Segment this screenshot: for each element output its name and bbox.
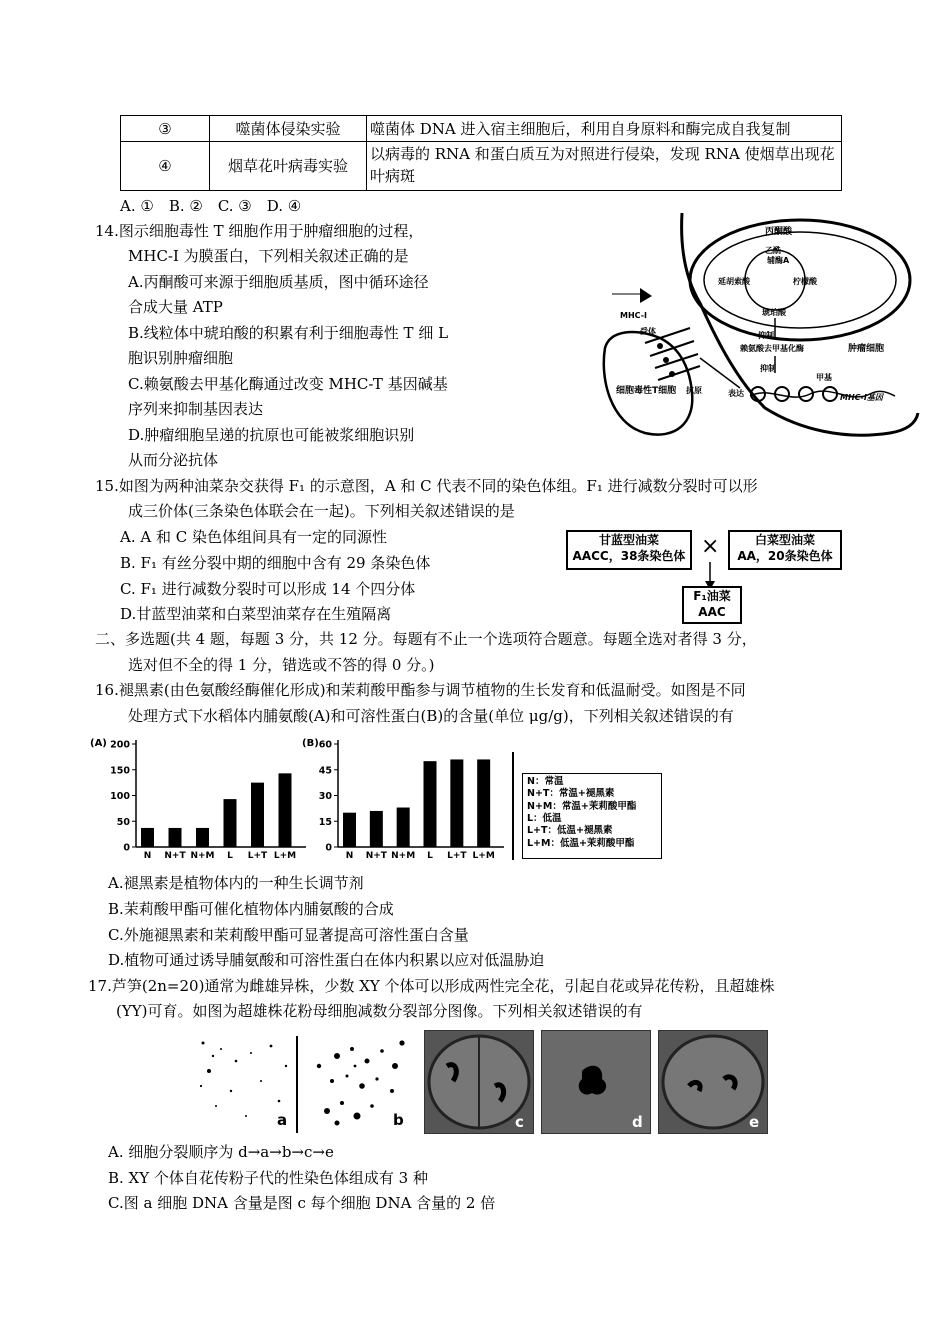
t-cell (604, 332, 693, 435)
label-t-cell: 细胞毒性T细胞 (616, 386, 677, 396)
label-succinate: 琥珀酸 (762, 308, 786, 317)
box-label: AAC (698, 605, 726, 620)
label-acetyl: 乙酰 (765, 246, 781, 255)
bar (424, 761, 437, 847)
chart-legend (522, 773, 662, 859)
q14-option-d: D.肿瘤细胞呈递的抗原也可能被浆细胞识别 (128, 426, 415, 444)
q14-stem: MHC-I 为膜蛋白，下列相关叙述正确的是 (128, 247, 409, 265)
table-cell-num: ④ (121, 142, 210, 191)
micrograph-a (190, 1030, 300, 1134)
y-tick-label: 200 (110, 739, 130, 751)
label-expression: 表达 (728, 389, 744, 398)
q15-stem: 成三价体(三条染色体联会在一起)。下列相关叙述错误的是 (128, 502, 515, 520)
parent-box-brassica-napus (566, 530, 692, 570)
q16-stem: 处理方式下水稻体内脯氨酸(A)和可溶性蛋白(B)的含量(单位 μg/g)，下列相关叙述错误的有 (128, 707, 734, 725)
box-label: AACC，38条染色体 (572, 549, 686, 564)
label-citrate: 柠檬酸 (793, 277, 817, 286)
chart-a-proline (88, 732, 310, 864)
table-cell-name: 烟草花叶病毒实验 (210, 142, 367, 191)
q17-option-b: B. XY 个体自花传粉子代的性染色体组成有 3 种 (108, 1169, 428, 1187)
micrograph-d (541, 1030, 651, 1134)
y-tick-label: 150 (110, 765, 130, 777)
table-row (121, 142, 842, 191)
micrograph-label: e (749, 1113, 760, 1131)
q16-option-d: D.植物可通过诱导脯氨酸和可溶性蛋白在体内积累以应对低温胁迫 (108, 951, 545, 969)
q16-option-b: B.茉莉酸甲酯可催化植物体内脯氨酸的合成 (108, 900, 394, 918)
q16-option-a: A.褪黑素是植物体内的一种生长调节剂 (108, 874, 364, 892)
x-tick-label: L+T (247, 851, 268, 861)
bar (196, 828, 209, 847)
x-tick-label: N (345, 851, 354, 861)
bar (141, 828, 154, 847)
label-lysine-demethylase: 赖氨酸去甲基化酶 (740, 344, 804, 353)
x-tick-label: N+T (365, 851, 387, 861)
q14-option-b: 胞识别肿瘤细胞 (128, 349, 234, 367)
q17-stem: 17.芦笋(2n=20)通常为雌雄异株，少数 XY 个体可以形成两性完全花，引起自花或异花传粉，且超雄株 (88, 977, 775, 995)
micrograph-e (658, 1030, 768, 1134)
section2-heading: 二、多选题(共 4 题，每题 3 分，共 12 分。每题有不止一个选项符合题意。每题全选对者得 3 分， (95, 630, 757, 648)
x-tick-label: L (427, 851, 433, 861)
y-tick-label: 0 (325, 842, 332, 854)
label-fumarate: 延胡索酸 (718, 277, 750, 286)
table-cell-desc: 噬菌体 DNA 进入宿主细胞后，利用自身原料和酶完成自我复制 (367, 116, 842, 142)
y-tick-label: 50 (116, 816, 130, 828)
micrograph-c (424, 1030, 534, 1134)
x-tick-label: N+M (391, 851, 416, 861)
chart-title: (B) (302, 738, 319, 749)
label-antigen: 抗原 (686, 386, 702, 395)
section2-heading: 选对但不全的得 1 分，错选或不答的得 0 分。) (128, 656, 435, 674)
experiment-table (120, 115, 842, 191)
q15-option-a: A. A 和 C 染色体组间具有一定的同源性 (120, 528, 387, 546)
cross-symbol: × (701, 534, 720, 559)
label-pyruvate: 丙酮酸 (765, 227, 793, 237)
q14-option-a: A.丙酮酸可来源于细胞质基质，图中循环途径 (128, 273, 429, 291)
label-inhibit-2: 抑制 (760, 364, 776, 373)
bar (450, 759, 463, 847)
q14-option-b: B.线粒体中琥珀酸的积累有利于细胞毒性 T 细 L (128, 324, 449, 342)
q17-option-a: A. 细胞分裂顺序为 d→a→b→c→e (108, 1143, 334, 1161)
label-inhibit-1: 抑制 (758, 331, 774, 340)
bar (279, 773, 292, 847)
parent-box-brassica-rapa (728, 530, 842, 570)
q13-options: A. ① B. ② C. ③ D. ④ (120, 197, 302, 215)
x-tick-label: N+T (164, 851, 186, 861)
x-tick-label: N+M (190, 851, 215, 861)
label-mhc-gene: MHC-I基因 (840, 393, 883, 402)
y-tick-label: 45 (318, 765, 332, 777)
x-tick-label: L (227, 851, 233, 861)
legend-item: N：常温 (527, 776, 564, 787)
micrograph-label: a (277, 1111, 288, 1129)
chart-b-soluble-protein (300, 732, 510, 864)
q16-stem: 16.褪黑素(由色氨酸经酶催化形成)和茉莉酸甲酯参与调节植物的生长发育和低温耐受。如图是不同 (95, 681, 746, 699)
micrograph-b (306, 1030, 416, 1134)
t-cell-tumor-diagram (590, 208, 920, 448)
legend-item: N+M：常温+茉莉酸甲酯 (527, 800, 637, 812)
legend-bracket (512, 752, 519, 860)
x-tick-label: N (143, 851, 152, 861)
label-methyl: 甲基 (816, 373, 832, 382)
table-cell-desc: 以病毒的 RNA 和蛋白质互为对照进行侵染，发现 RNA 使烟草出现花叶病斑 (367, 142, 842, 191)
bar (224, 799, 237, 847)
box-label: AA，20条染色体 (737, 549, 833, 564)
bar (477, 759, 490, 847)
q15-option-d: D.甘蓝型油菜和白菜型油菜存在生殖隔离 (120, 605, 392, 623)
y-tick-label: 60 (318, 739, 332, 751)
q15-option-c: C. F₁ 进行减数分裂时可以形成 14 个四分体 (120, 580, 416, 598)
q14-stem: 14.图示细胞毒性 T 细胞作用于肿瘤细胞的过程， (95, 222, 424, 240)
legend-item: L+T：低温+褪黑素 (527, 825, 613, 837)
micrograph-label: b (393, 1111, 404, 1129)
box-label: 甘蓝型油菜 (598, 533, 659, 547)
micrograph-label: d (632, 1113, 643, 1131)
y-tick-label: 15 (318, 816, 332, 828)
label-tumor-cell: 肿瘤细胞 (848, 344, 885, 354)
label-receptor: 受体 (640, 327, 656, 336)
bar (169, 828, 182, 847)
label-mhc: MHC-I (620, 311, 648, 320)
bar (343, 813, 356, 847)
bar (251, 783, 264, 847)
q17-option-c: C.图 a 细胞 DNA 含量是图 c 每个细胞 DNA 含量的 2 倍 (108, 1194, 496, 1212)
q14-option-c: C.赖氨酸去甲基化酶通过改变 MHC-T 基因碱基 (128, 375, 448, 393)
x-tick-label: L+M (472, 851, 495, 861)
x-tick-label: L+T (447, 851, 467, 861)
legend-item: L：低温 (527, 813, 562, 825)
q14-option-c: 序列来抑制基因表达 (128, 400, 264, 418)
y-tick-label: 30 (318, 791, 332, 802)
y-tick-label: 0 (123, 842, 130, 854)
q15-stem: 15.如图为两种油菜杂交获得 F₁ 的示意图，A 和 C 代表不同的染色体组。F₁ 进行减数分裂时可以形 (95, 477, 758, 495)
legend-item: L+M：低温+茉莉酸甲酯 (527, 837, 635, 849)
x-tick-label: L+M (273, 851, 297, 861)
bar (370, 811, 383, 847)
label-coa: 辅酶A (767, 256, 790, 265)
box-label: F₁油菜 (693, 589, 731, 603)
table-row (121, 116, 842, 142)
q14-option-a: 合成大量 ATP (128, 298, 223, 316)
q16-option-c: C.外施褪黑素和茉莉酸甲酯可显著提高可溶性蛋白含量 (108, 926, 469, 944)
legend-item: N+T：常温+褪黑素 (527, 788, 615, 800)
table-cell-name: 噬菌体侵染实验 (210, 116, 367, 142)
box-label: 白菜型油菜 (754, 533, 815, 547)
chart-title: (A) (90, 738, 107, 749)
micrograph-label: c (515, 1113, 524, 1131)
q15-option-b: B. F₁ 有丝分裂中期的细胞中含有 29 条染色体 (120, 554, 431, 572)
f1-box (682, 586, 742, 624)
bar (397, 808, 410, 847)
y-tick-label: 100 (110, 791, 130, 802)
table-cell-num: ③ (121, 116, 210, 142)
q17-stem: (YY)可育。如图为超雄株花粉母细胞减数分裂部分图像。下列相关叙述错误的有 (116, 1002, 643, 1020)
q14-option-d: 从而分泌抗体 (128, 451, 219, 469)
